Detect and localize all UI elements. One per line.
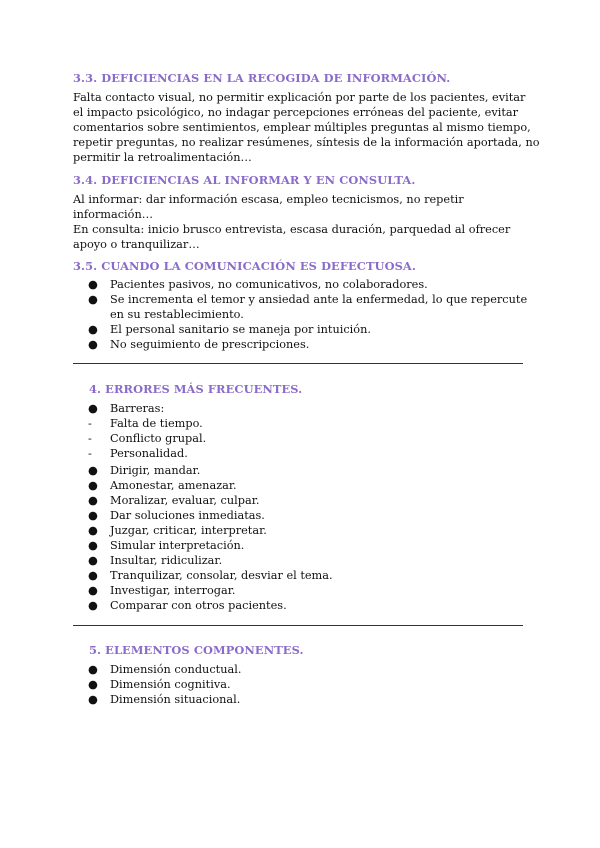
- list-5: [84, 662, 241, 707]
- dash-icon: -: [88, 432, 92, 445]
- list-item: ● Dar soluciones inmediatas.: [88, 509, 265, 522]
- paragraph-3-4: [73, 192, 533, 252]
- bullet-icon: ●: [88, 599, 98, 612]
- text-line: permitir la retroalimentación…: [73, 151, 252, 164]
- list-item: ● Moralizar, evaluar, culpar.: [88, 494, 260, 507]
- text-line: el impacto psicológico, no indagar percepciones erróneas del paciente, evitar: [73, 106, 519, 119]
- text-line: comentarios sobre sentimientos, emplear múltiples preguntas al mismo tiempo,: [73, 121, 531, 134]
- list-item: ● Dimensión situacional.: [88, 693, 241, 706]
- list-item: ● Tranquilizar, consolar, desviar el tema.: [88, 569, 333, 582]
- heading-3-5: 3.5. CUANDO LA COMUNICACIÓN ES DEFECTUOSA.: [73, 259, 416, 273]
- bullet-icon: ●: [88, 539, 98, 552]
- list-item: ● Pacientes pasivos, no comunicativos, no colaboradores.: [88, 278, 428, 291]
- bullet-icon: ●: [88, 278, 98, 291]
- text-line: apoyo o tranquilizar…: [73, 238, 200, 251]
- list-item: ● El personal sanitario se maneja por intuición.: [88, 323, 371, 336]
- bullet-icon: ●: [88, 323, 98, 336]
- text-line: información…: [73, 208, 154, 221]
- sub-list-item: - Personalidad.: [88, 447, 188, 460]
- bullet-icon: ●: [88, 464, 98, 477]
- text-line: En consulta: inicio brusco entrevista, escasa duración, parquedad al ofrecer: [73, 223, 511, 236]
- list-item: ● No seguimiento de prescripciones.: [88, 338, 310, 351]
- text-line: repetir preguntas, no realizar resúmenes, síntesis de la información aportada, no: [73, 136, 540, 149]
- list-item: ● Dimensión cognitiva.: [88, 678, 231, 691]
- bullet-icon: ●: [88, 402, 98, 415]
- list-item: ● Comparar con otros pacientes.: [88, 599, 287, 612]
- paragraph-3-3: [73, 90, 540, 165]
- list-4-barriers: [84, 401, 206, 461]
- list-item: ● Juzgar, criticar, interpretar.: [88, 524, 267, 537]
- bullet-icon: ●: [88, 663, 98, 676]
- sub-list-item: - Falta de tiempo.: [88, 417, 203, 430]
- bullet-icon: ●: [88, 693, 98, 706]
- heading-4: 4. ERRORES MÁS FRECUENTES.: [89, 382, 303, 396]
- list-item: ● Insultar, ridiculizar.: [88, 554, 223, 567]
- heading-5: 5. ELEMENTOS COMPONENTES.: [89, 643, 304, 657]
- dash-icon: -: [88, 417, 92, 430]
- list-3-5: [84, 277, 527, 352]
- list-item: ● Barreras:: [88, 402, 165, 415]
- bullet-icon: ●: [88, 678, 98, 691]
- bullet-icon: ●: [88, 293, 98, 306]
- list-4-errors: [84, 463, 333, 613]
- list-item: ● Se incrementa el temor y ansiedad ante la enfermedad, lo que repercute en su restablecimiento.: [88, 293, 528, 321]
- list-item: ● Dimensión conductual.: [88, 663, 242, 676]
- text-line: Al informar: dar información escasa, empleo tecnicismos, no repetir: [73, 193, 464, 206]
- bullet-icon: ●: [88, 569, 98, 582]
- dash-icon: -: [88, 447, 92, 460]
- list-item: ● Investigar, interrogar.: [88, 584, 236, 597]
- list-item: ● Amonestar, amenazar.: [88, 479, 237, 492]
- bullet-icon: ●: [88, 584, 98, 597]
- bullet-icon: ●: [88, 509, 98, 522]
- heading-3-3: 3.3. DEFICIENCIAS EN LA RECOGIDA DE INFORMACIÓN.: [73, 71, 451, 85]
- bullet-icon: ●: [88, 338, 98, 351]
- text-line: Falta contacto visual, no permitir explicación por parte de los pacientes, evitar: [73, 91, 526, 104]
- list-item: ● Dirigir, mandar.: [88, 464, 201, 477]
- bullet-icon: ●: [88, 494, 98, 507]
- bullet-icon: ●: [88, 479, 98, 492]
- bullet-icon: ●: [88, 554, 98, 567]
- heading-3-4: 3.4. DEFICIENCIAS AL INFORMAR Y EN CONSULTA.: [73, 173, 416, 187]
- divider: [73, 625, 523, 626]
- divider: [73, 363, 523, 364]
- bullet-icon: ●: [88, 524, 98, 537]
- list-item: ● Simular interpretación.: [88, 539, 245, 552]
- sub-list-item: - Conflicto grupal.: [88, 432, 207, 445]
